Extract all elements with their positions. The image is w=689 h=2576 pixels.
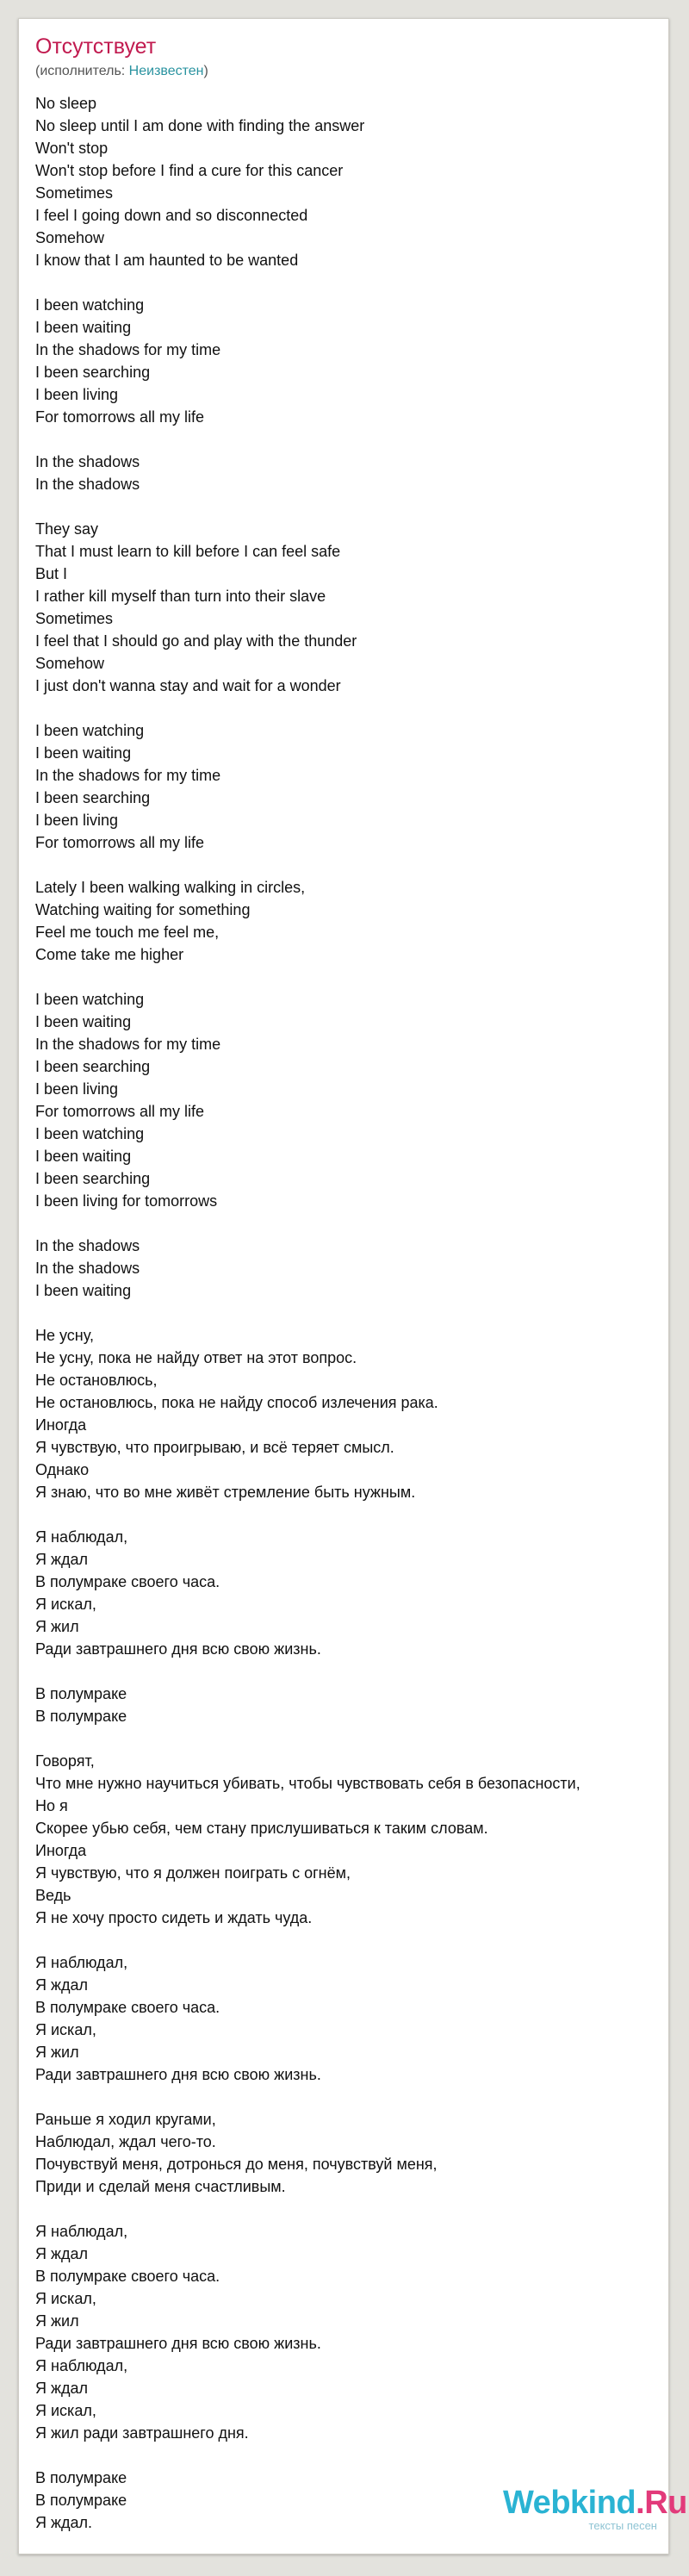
lyric-line: I rather kill myself than turn into their slave xyxy=(35,588,326,605)
lyric-line: Я знаю, что во мне живёт стремление быть нужным. xyxy=(35,1484,416,1501)
lyric-line: Раньше я ходил кругами, xyxy=(35,2111,216,2128)
stanza xyxy=(35,2108,664,2198)
stanza xyxy=(35,1324,664,1503)
lyric-line: Говорят, xyxy=(35,1752,95,1770)
logo-tagline: тексты песен xyxy=(588,2519,657,2532)
lyric-line: In the shadows xyxy=(35,1237,140,1254)
lyric-line: Я жил xyxy=(35,1618,79,1635)
lyric-line: In the shadows xyxy=(35,476,140,493)
stanza xyxy=(35,1683,664,1727)
lyric-line: Я чувствую, что я должен поиграть с огнём, xyxy=(35,1864,351,1882)
artist-line xyxy=(35,63,208,80)
lyric-line: В полумраке своего часа. xyxy=(35,1999,220,2016)
lyric-line: I been watching xyxy=(35,1125,145,1142)
lyric-line: I been searching xyxy=(35,1170,151,1187)
lyric-line: Я ждал xyxy=(35,1551,89,1568)
lyric-line: But I xyxy=(35,565,68,582)
logo-tld: .Ru xyxy=(636,2485,687,2521)
lyric-line: Наблюдал, ждал чего-то. xyxy=(35,2133,216,2150)
lyric-line: I been searching xyxy=(35,364,151,381)
stanza xyxy=(35,1951,664,2086)
lyric-line: Я наблюдал, xyxy=(35,1528,128,1546)
lyric-line: I been watching xyxy=(35,991,145,1008)
lyric-line: Sometimes xyxy=(35,184,114,202)
lyric-line: Lately I been walking walking in circles, xyxy=(35,879,306,896)
lyric-line: Я жил xyxy=(35,2044,79,2061)
lyric-line: Я наблюдал, xyxy=(35,2357,128,2374)
lyric-line: Я ждал xyxy=(35,2245,89,2262)
stanza xyxy=(35,1235,664,1302)
site-logo[interactable] xyxy=(483,2484,687,2532)
lyric-line: В полумраке xyxy=(35,1708,127,1725)
lyric-line: I been living xyxy=(35,386,119,403)
lyric-line: Не усну, пока не найду ответ на этот вопрос. xyxy=(35,1349,357,1366)
lyric-line: I been watching xyxy=(35,722,145,739)
lyric-line: В полумраке xyxy=(35,2492,127,2509)
lyric-line: Come take me higher xyxy=(35,946,184,963)
song-title: Отсутствует xyxy=(35,34,157,59)
lyric-line: Watching waiting for something xyxy=(35,901,251,918)
lyric-line: Я ждал xyxy=(35,2380,89,2397)
lyric-line: No sleep until I am done with finding the answer xyxy=(35,117,365,134)
lyric-line: Feel me touch me feel me, xyxy=(35,924,220,941)
lyric-line: For tomorrows all my life xyxy=(35,408,205,426)
lyric-line: Somehow xyxy=(35,655,105,672)
lyric-line: Я не хочу просто сидеть и ждать чуда. xyxy=(35,1909,313,1926)
lyric-line: Я жил ради завтрашнего дня. xyxy=(35,2424,249,2442)
lyric-line: Приди и сделай меня счастливым. xyxy=(35,2178,286,2195)
lyric-line: Я искал, xyxy=(35,2402,96,2419)
lyric-line: They say xyxy=(35,520,99,538)
lyric-line: Я искал, xyxy=(35,2290,96,2307)
lyric-line: Я ждал xyxy=(35,1976,89,1994)
lyric-line: I been searching xyxy=(35,789,151,806)
lyric-line: Иногда xyxy=(35,1416,87,1434)
lyrics-card xyxy=(18,18,669,2554)
lyric-line: Ради завтрашнего дня всю свою жизнь. xyxy=(35,2066,321,2083)
stanza xyxy=(35,1526,664,1660)
lyric-line: I just don't wanna stay and wait for a wonder xyxy=(35,677,341,694)
lyric-line: In the shadows xyxy=(35,453,140,470)
stanza xyxy=(35,451,664,495)
lyric-line: Я жил xyxy=(35,2312,79,2330)
lyric-line: Почувствуй меня, дотронься до меня, почувствуй меня, xyxy=(35,2156,438,2173)
lyric-line: I been searching xyxy=(35,1058,151,1075)
lyric-line: Won't stop before I find a cure for this cancer xyxy=(35,162,344,179)
lyric-line: I been waiting xyxy=(35,1148,132,1165)
lyric-line: Не усну, xyxy=(35,1327,94,1344)
lyric-line: I been living xyxy=(35,1080,119,1098)
lyric-line: That I must learn to kill before I can feel safe xyxy=(35,543,341,560)
stanza xyxy=(35,719,664,854)
lyric-line: Я искал, xyxy=(35,2021,96,2038)
lyric-line: В полумраке xyxy=(35,2469,127,2486)
lyric-line: Ведь xyxy=(35,1887,71,1904)
lyric-line: I been waiting xyxy=(35,1013,132,1030)
lyric-line: Я наблюдал, xyxy=(35,2223,128,2240)
stanza xyxy=(35,2220,664,2444)
lyric-line: In the shadows for my time xyxy=(35,341,221,358)
lyric-line: В полумраке xyxy=(35,1685,127,1702)
lyric-line: Я наблюдал, xyxy=(35,1954,128,1971)
stanza xyxy=(35,294,664,428)
lyric-line: Won't stop xyxy=(35,140,109,157)
lyrics-text xyxy=(35,92,664,2556)
lyric-line: Somehow xyxy=(35,229,105,246)
stanza xyxy=(35,92,664,271)
lyric-line: Но я xyxy=(35,1797,68,1814)
logo-name: Webkind xyxy=(503,2485,636,2521)
lyric-line: In the shadows for my time xyxy=(35,767,221,784)
artist-link[interactable]: Неизвестен xyxy=(128,64,204,78)
lyric-line: In the shadows for my time xyxy=(35,1036,221,1053)
lyric-line: For tomorrows all my life xyxy=(35,1103,205,1120)
lyric-line: In the shadows xyxy=(35,1260,140,1277)
lyric-line: Однако xyxy=(35,1461,90,1478)
artist-suffix: ) xyxy=(203,64,208,78)
lyric-line: Sometimes xyxy=(35,610,114,627)
logo-wordmark xyxy=(503,2484,687,2522)
stanza xyxy=(35,876,664,966)
lyric-line: В полумраке своего часа. xyxy=(35,1573,220,1590)
lyric-line: Не остановлюсь, xyxy=(35,1372,158,1389)
lyric-line: I been waiting xyxy=(35,1282,132,1299)
lyric-line: Я ждал. xyxy=(35,2514,93,2531)
lyric-line: For tomorrows all my life xyxy=(35,834,205,851)
lyric-line: I been watching xyxy=(35,296,145,314)
lyric-line: Не остановлюсь, пока не найду способ излечения рака. xyxy=(35,1394,438,1411)
artist-prefix: (исполнитель: xyxy=(35,64,129,78)
lyric-line: I been living for tomorrows xyxy=(35,1192,218,1210)
lyric-line: No sleep xyxy=(35,95,97,112)
lyric-line: Скорее убью себя, чем стану прислушиваться к таким словам. xyxy=(35,1820,488,1837)
stanza xyxy=(35,518,664,697)
lyric-line: I been living xyxy=(35,812,119,829)
lyric-line: I feel that I should go and play with the thunder xyxy=(35,632,357,650)
lyric-line: Иногда xyxy=(35,1842,87,1859)
lyric-line: Ради завтрашнего дня всю свою жизнь. xyxy=(35,1640,321,1658)
lyric-line: Ради завтрашнего дня всю свою жизнь. xyxy=(35,2335,321,2352)
lyric-line: В полумраке своего часа. xyxy=(35,2268,220,2285)
lyric-line: Что мне нужно научиться убивать, чтобы чувствовать себя в безопасности, xyxy=(35,1775,580,1792)
lyric-line: Я искал, xyxy=(35,1596,96,1613)
lyric-line: I feel I going down and so disconnected xyxy=(35,207,308,224)
lyric-line: I know that I am haunted to be wanted xyxy=(35,252,299,269)
stanza xyxy=(35,988,664,1212)
stanza xyxy=(35,1750,664,1929)
lyric-line: I been waiting xyxy=(35,319,132,336)
lyric-line: Я чувствую, что проигрываю, и всё теряет смысл. xyxy=(35,1439,394,1456)
lyric-line: I been waiting xyxy=(35,744,132,762)
